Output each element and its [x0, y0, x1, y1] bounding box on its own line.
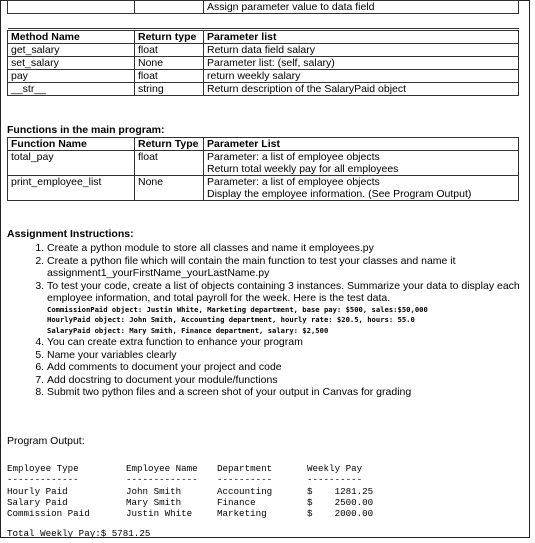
table-row	[8, 176, 519, 201]
table-row	[8, 57, 519, 70]
method-params: Return data field salary	[204, 44, 519, 57]
output-cell: Finance	[217, 497, 256, 508]
table-row	[8, 151, 519, 176]
output-cell: Salary Paid	[7, 497, 68, 508]
function-name: total_pay	[8, 151, 135, 176]
output-cell: $ 2000.00	[307, 508, 374, 519]
output-divider: ----------	[217, 474, 273, 485]
table-row	[8, 44, 519, 57]
assignment-instructions	[7, 228, 527, 399]
output-cell: John Smith	[126, 486, 182, 497]
output-cell: $ 1281.25	[307, 486, 374, 497]
test-data-line: HourlyPaid object: John Smith, Accounting department, hourly rate: $20.5, hours: 55.0	[47, 315, 415, 324]
output-divider: ----------	[307, 474, 363, 485]
methods-header-return: Return type	[135, 31, 204, 44]
output-cell: Accounting	[217, 486, 273, 497]
method-name: pay	[8, 70, 135, 83]
method-return: string	[135, 83, 204, 96]
list-item: 3. To test your code, create a list of objects containing 3 instances. Summarize your data to display each employee information, and total payroll for the week. Here is the test data. CommissionPaid object: Justin White, Marketing department, base pay: $500, sales:$50,000 HourlyPaid object: John Smith, Accounting department, hourly rate: $20.5, hours: 55.0 SalaryPaid object: Mary Smith, Finance department, salary: $2,500	[47, 280, 527, 337]
output-cell: Marketing	[217, 508, 267, 519]
list-item: 7. Add docstring to document your module/functions	[47, 374, 527, 387]
method-return: None	[135, 57, 204, 70]
method-return: float	[135, 44, 204, 57]
method-return: float	[135, 70, 204, 83]
functions-header-return: Return Type	[135, 138, 204, 151]
output-cell: Commission Paid	[7, 508, 90, 519]
method-name: set_salary	[8, 57, 135, 70]
method-name: get_salary	[8, 44, 135, 57]
table-row	[8, 83, 519, 96]
method-params: Parameter list: (self, salary)	[204, 57, 519, 70]
output-cell: Hourly Paid	[7, 486, 68, 497]
function-params: Parameter: a list of employee objects Display the employee information. (See Program Output)	[204, 176, 519, 201]
test-data-line: SalaryPaid object: Mary Smith, Finance department, salary: $2,500	[47, 325, 329, 335]
output-cell: Mary Smith	[126, 497, 182, 508]
top-row-desc: Assign parameter value to data field	[204, 1, 519, 14]
list-item: 6. Add comments to document your project and code	[47, 361, 527, 374]
methods-table	[7, 30, 519, 96]
output-header-name: Employee Name	[126, 463, 198, 474]
function-return: float	[135, 151, 204, 176]
methods-header-name: Method Name	[8, 31, 135, 44]
output-header-pay: Weekly Pay	[307, 463, 363, 474]
output-total: Total Weekly Pay:$ 5781.25	[7, 528, 151, 539]
list-item: 8. Submit two python files and a screen shot of your output in Canvas for grading	[47, 386, 527, 399]
functions-header-params: Parameter List	[204, 138, 519, 151]
function-return: None	[135, 176, 204, 201]
instructions-title: Assignment Instructions:	[7, 228, 134, 240]
functions-title: Functions in the main program:	[7, 124, 165, 136]
output-cell: Justin White	[126, 508, 193, 519]
table-row	[8, 70, 519, 83]
top-row-table	[7, 0, 519, 29]
test-data-line: CommissionPaid object: Justin White, Marketing department, base pay: $500, sales:$50,000	[47, 304, 428, 314]
functions-header-name: Function Name	[8, 138, 135, 151]
program-output-label: Program Output:	[7, 435, 85, 447]
methods-header-params: Parameter list	[204, 31, 519, 44]
output-divider: -------------	[126, 474, 198, 485]
method-params: return weekly salary	[204, 70, 519, 83]
method-name: __str__	[8, 83, 135, 96]
output-header-type: Employee Type	[7, 463, 79, 474]
functions-table	[7, 137, 519, 201]
list-item: 4. You can create extra function to enhance your program	[47, 336, 527, 349]
list-item: 1. Create a python module to store all classes and name it employees.py	[47, 242, 527, 255]
list-item: 5. Name your variables clearly	[47, 349, 527, 362]
function-name: print_employee_list	[8, 176, 135, 201]
output-cell: $ 2500.00	[307, 497, 374, 508]
output-divider: -------------	[7, 474, 79, 485]
list-item: 2. Create a python file which will contain the main function to test your classes and name it assignment1_yourFirstName_yourLastName.py	[47, 255, 527, 280]
instructions-list	[7, 242, 527, 399]
output-header-dept: Department	[217, 463, 273, 474]
function-params: Parameter: a list of employee objects Return total weekly pay for all employees	[204, 151, 519, 176]
method-params: Return description of the SalaryPaid object	[204, 83, 519, 96]
